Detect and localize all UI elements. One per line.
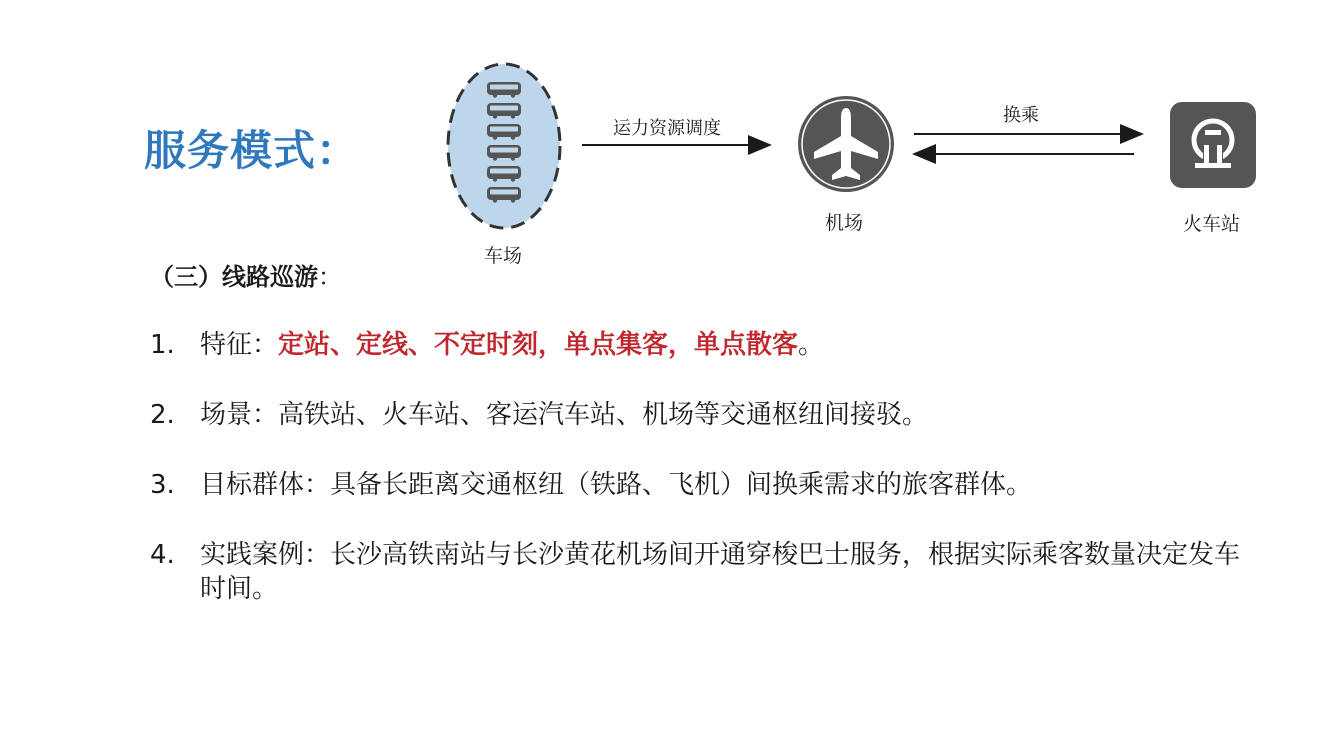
section-heading-colon: ： [318, 263, 342, 291]
depot-label: 车场 [484, 245, 523, 267]
target-group-text: 目标群体：具备长距离交通枢纽（铁路、飞机）间换乘需求的旅客群体。 [200, 470, 1033, 500]
scenario-text: 场景：高铁站、火车站、客运汽车站、机场等交通枢纽间接驳。 [200, 400, 929, 430]
section-heading-text: （三）线路巡游 [150, 263, 318, 291]
feature-list [150, 328, 1260, 642]
list-item-target-group [150, 468, 1260, 502]
transfer-label: 换乘 [1003, 105, 1039, 126]
list-item-number: 1. [150, 330, 175, 360]
service-diagram [0, 0, 1320, 300]
list-item-number: 3. [150, 470, 175, 500]
list-item-number: 2. [150, 400, 175, 430]
section-heading [150, 257, 342, 292]
airport-icon [798, 96, 894, 192]
station-label: 火车站 [1183, 213, 1241, 235]
features-label: 特征： [200, 330, 279, 360]
page-title: 服务模式： [144, 126, 360, 175]
list-item-features [150, 328, 1260, 362]
features-highlight: 定站、定线、不定时刻，单点集客，单点散客 [278, 330, 799, 360]
list-item-number: 4. [150, 540, 175, 570]
list-item-scenario [150, 398, 1260, 432]
list-item-case [150, 538, 1260, 606]
case-text: 实践案例：长沙高铁南站与长沙黄花机场间开通穿梭巴士服务，根据实际乘客数量决定发车时间。 [200, 540, 1241, 604]
railway-station-icon [1170, 102, 1256, 188]
diagram-canvas [0, 0, 1320, 300]
features-tail: 。 [798, 330, 825, 360]
dispatch-label: 运力资源调度 [613, 118, 721, 139]
airport-label: 机场 [825, 212, 864, 234]
